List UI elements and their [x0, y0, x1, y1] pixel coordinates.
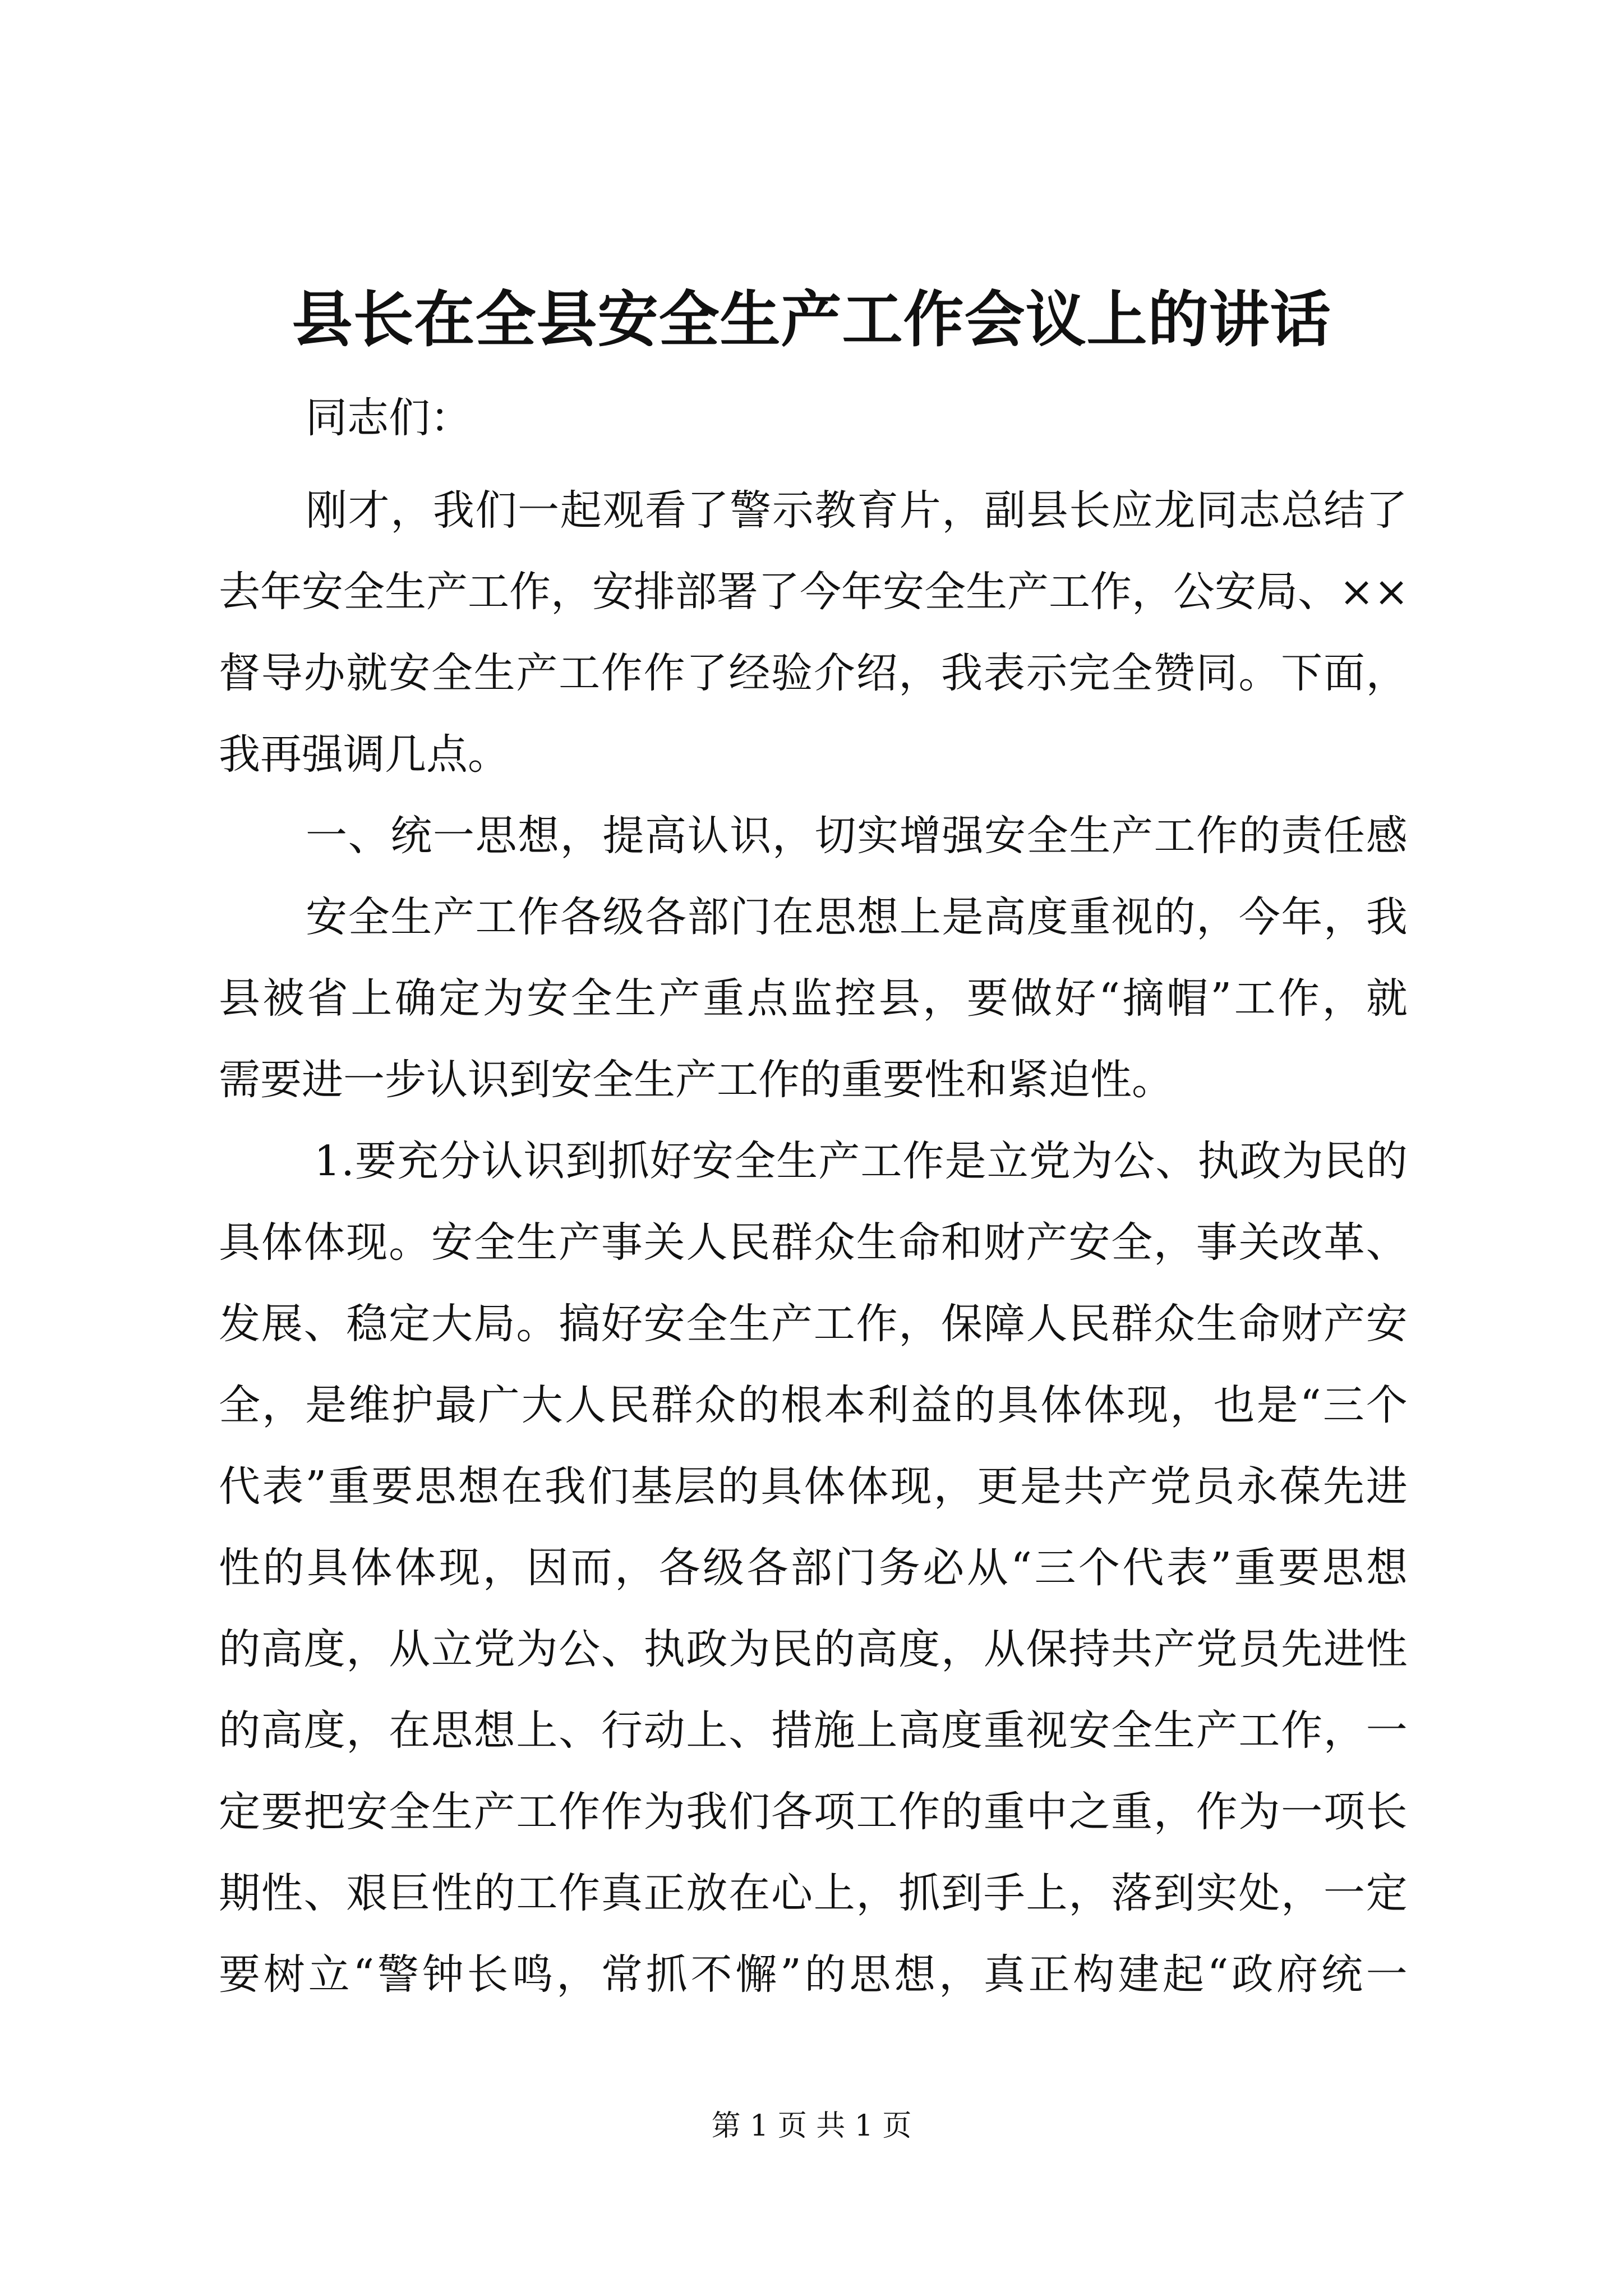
- body-line: 县 被 省 上 确 定 为 安 全 生 产 重 点 监 控 县 ， 要 做 好 “ 摘 帽 ” 工 作 ， 就: [219, 974, 1408, 1023]
- body-line: 去 年 安 全 生 产 工 作 ， 安 排 部 署 了 今 年 安 全 生 产 工 作 ， 公 安 局 、 × ×: [219, 568, 1409, 616]
- body-line: 刚 才 ， 我 们 一 起 观 看 了 警 示 教 育 片 ， 副 县 长 应 龙 同 志 总 结 了: [306, 486, 1408, 535]
- body-line: 具 体 体 现 。 安 全 生 产 事 关 人 民 群 众 生 命 和 财 产 安 全 ， 事 关 改 革 、: [219, 1218, 1408, 1267]
- body-line: 发 展 、 稳 定 大 局 。 搞 好 安 全 生 产 工 作 ， 保 障 人 民 群 众 生 命 财 产 安: [219, 1300, 1408, 1348]
- salutation-line: 同志们：: [306, 394, 472, 442]
- page-number: 第 1 页 共 1 页: [711, 2109, 912, 2143]
- body-line: 需要进一步认识到安全生产工作的重要性和紧迫性。: [219, 1056, 1173, 1104]
- body-line: 的 高 度 ， 从 立 党 为 公 、 执 政 为 民 的 高 度 ， 从 保 持 共 产 党 员 先 进 性: [219, 1625, 1408, 1673]
- section-heading: 一 、 统 一 思 想 ， 提 高 认 识 ， 切 实 增 强 安 全 生 产 工 作 的 责 任 感: [306, 812, 1408, 860]
- body-line: 定 要 把 安 全 生 产 工 作 作 为 我 们 各 项 工 作 的 重 中 之 重 ， 作 为 一 项 长: [219, 1788, 1408, 1836]
- document-title: 县长在全县安全生产工作会议上的讲话: [292, 284, 1331, 355]
- body-line: 我再强调几点。: [219, 730, 509, 779]
- body-line: 期 性 、 艰 巨 性 的 工 作 真 正 放 在 心 上 ， 抓 到 手 上 ， 落 到 实 处 ， 一 定: [219, 1869, 1408, 1917]
- body-line: 要 树 立 “ 警 钟 长 鸣 ， 常 抓 不 懈 ” 的 思 想 ， 真 正 构 建 起 “ 政 府 统 一: [219, 1950, 1408, 1999]
- body-line: 1 . 要 充 分 认 识 到 抓 好 安 全 生 产 工 作 是 立 党 为 公 、 执 政 为 民 的: [314, 1137, 1408, 1185]
- body-line: 的 高 度 ， 在 思 想 上 、 行 动 上 、 措 施 上 高 度 重 视 安 全 生 产 工 作 ， 一: [219, 1706, 1408, 1755]
- body-line: 全 ， 是 维 护 最 广 大 人 民 群 众 的 根 本 利 益 的 具 体 体 现 ， 也 是 “ 三 个: [219, 1381, 1408, 1429]
- body-line: 性 的 具 体 体 现 ， 因 而 ， 各 级 各 部 门 务 必 从 “ 三 个 代 表 ” 重 要 思 想: [219, 1544, 1408, 1592]
- body-line: 安 全 生 产 工 作 各 级 各 部 门 在 思 想 上 是 高 度 重 视 的 ， 今 年 ， 我: [306, 893, 1408, 941]
- body-line: 督 导 办 就 安 全 生 产 工 作 作 了 经 验 介 绍 ， 我 表 示 完 全 赞 同 。 下 面 ，: [219, 649, 1408, 697]
- body-line: 代 表 ” 重 要 思 想 在 我 们 基 层 的 具 体 体 现 ， 更 是 共 产 党 员 永 葆 先 进: [219, 1462, 1408, 1511]
